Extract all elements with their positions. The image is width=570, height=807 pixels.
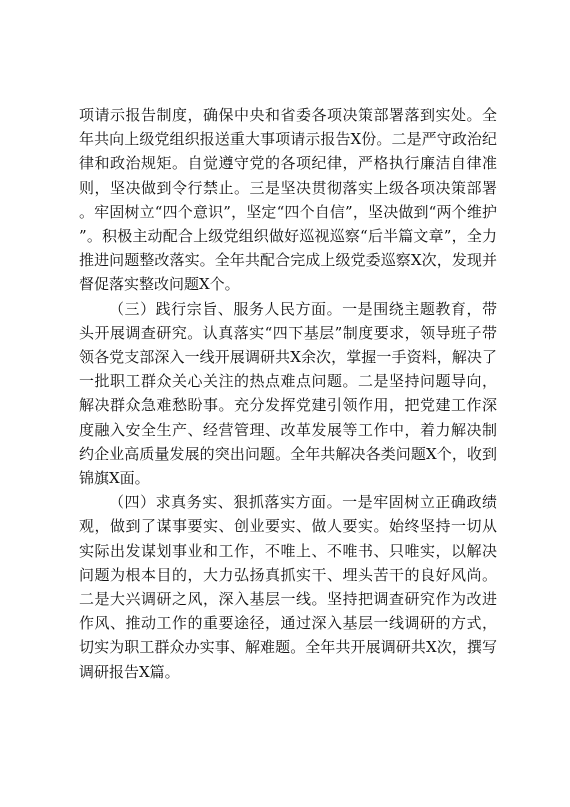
- paragraph-section-three: （三）践行宗旨、服务人民方面。一是围绕主题教育，带头开展调查研究。认真落实“四下基层”制度要求，领导班子带领各党支部深入一线开展调研共X余次，掌握一手资料，解决了一批职工群众关心关注的热点难点问题。二是坚持问题导向，解决群众急难愁盼事。充分发挥党建引领作用，把党建工作深度融入安全生产、经营管理、改革发展等工作中，着力解决制约企业高质量发展的突出问题。全年共解决各类问题X个，收到锦旗X面。: [79, 299, 497, 488]
- document-body: [79, 103, 497, 684]
- paragraph-continuation: 项请示报告制度，确保中央和省委各项决策部署落到实处。全年共向上级党组织报送重大事项请示报告X份。二是严守政治纪律和政治规矩。自觉遵守党的各项纪律，严格执行廉洁自律准则，坚决做到令行禁止。三是坚决贯彻落实上级各项决策部署。牢固树立“四个意识”，坚定“四个自信”，坚决做到“两个维护”。积极主动配合上级党组织做好巡视巡察“后半篇文章”，全力推进问题整改落实。全年共配合完成上级党委巡察X次，发现并督促落实整改问题X个。: [79, 106, 497, 294]
- paragraph-section-four: （四）求真务实、狠抓落实方面。一是牢固树立正确政绩观，做到了谋事要实、创业要实、做人要实。始终坚持一切从实际出发谋划事业和工作，不唯上、不唯书、只唯实，以解决问题为根本目的，大力弘扬真抓实干、埋头苦干的良好风尚。二是大兴调研之风，深入基层一线。坚持把调查研究作为改进作风、推动工作的重要途径，通过深入基层一线调研的方式，切实为职工群众办实事、解难题。全年共开展调研共X次，撰写调研报告X篇。: [79, 493, 497, 681]
